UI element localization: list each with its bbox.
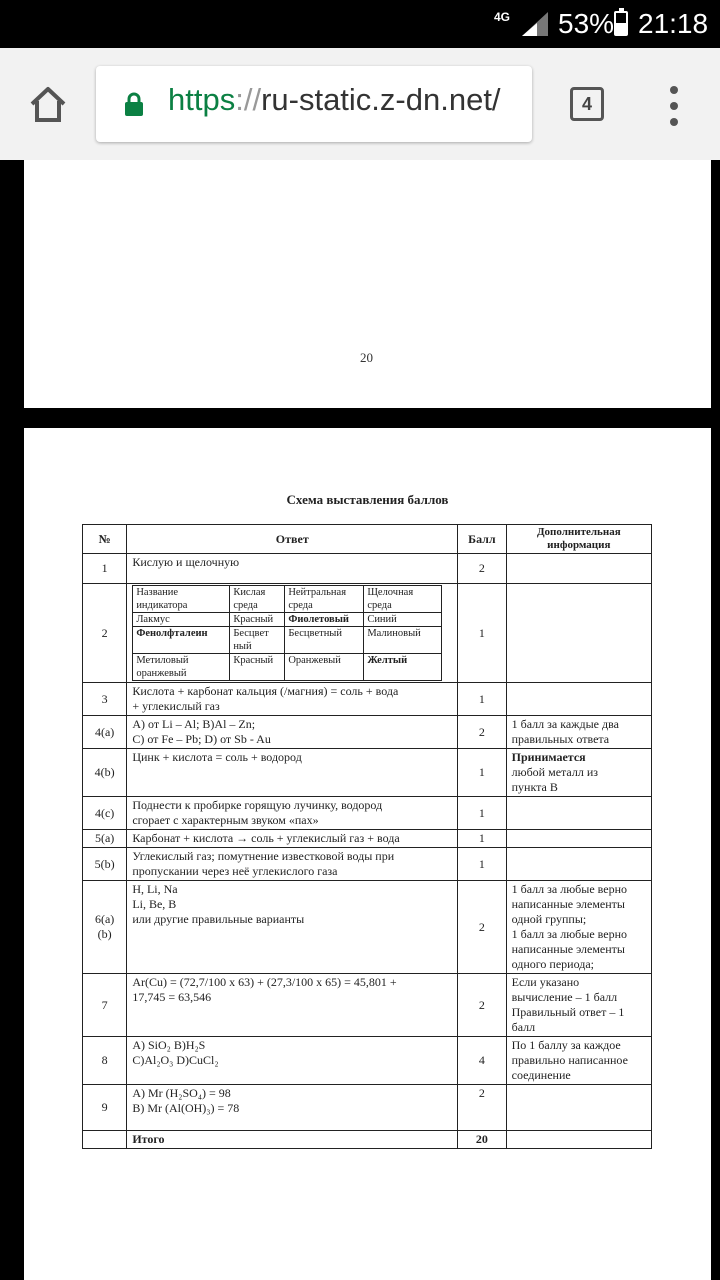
- row-additional: 1 балл за любые верно написанные элементы одной группы; 1 балл за любые верно написанные элементы одного периода;: [506, 881, 651, 974]
- row-answer: A) SiO₂ B)H₂S C)Al₂O₃ D)CuCl₂: [127, 1037, 458, 1085]
- header-additional: Дополнительная информация: [506, 525, 651, 554]
- row-points: 2: [458, 881, 506, 974]
- row-additional: [506, 830, 651, 848]
- row-num: 8: [83, 1037, 127, 1085]
- url-host: ru-static.z-dn.net/: [261, 82, 501, 117]
- indicator-table: [132, 585, 442, 681]
- table-row: [83, 716, 652, 749]
- total-row: [83, 1131, 652, 1149]
- row-additional: [506, 797, 651, 830]
- table-row: [83, 1085, 652, 1131]
- row-additional: [506, 1085, 651, 1131]
- table-row: [83, 881, 652, 974]
- indicator-row: [133, 654, 442, 681]
- row-answer: Поднести к пробирке горящую лучинку, водород сгорает с характерным звуком «пах»: [127, 797, 458, 830]
- row-num: 3: [83, 683, 127, 716]
- indicator-cell: Малиновый: [364, 627, 442, 654]
- row-additional: [506, 584, 651, 683]
- table-row: [83, 848, 652, 881]
- row-num: 4(b): [83, 749, 127, 797]
- tabs-icon[interactable]: 4: [570, 87, 604, 121]
- clock: 21:18: [638, 8, 709, 39]
- table-row: [83, 584, 652, 683]
- row-num: 5(b): [83, 848, 127, 881]
- row-points: 2: [458, 716, 506, 749]
- url-text[interactable]: [168, 82, 501, 118]
- row-num: 9: [83, 1085, 127, 1131]
- row-num: 4(a): [83, 716, 127, 749]
- row-answer: Кислота + карбонат кальция (/магния) = соль + вода + углекислый газ: [127, 683, 458, 716]
- header-answer: Ответ: [127, 525, 458, 554]
- table-row: [83, 1037, 652, 1085]
- indicator-cell: Оранжевый: [285, 654, 364, 681]
- indicator-cell: Красный: [230, 613, 285, 627]
- row-additional: 1 балл за каждые два правильных ответа: [506, 716, 651, 749]
- row-points: 2: [458, 554, 506, 584]
- row-answer: A) Mr (H₂SO₄) = 98 B) Mr (Al(OH)₃) = 78: [127, 1085, 458, 1131]
- indicator-cell: Желтый: [364, 654, 442, 681]
- indicator-row: [133, 627, 442, 654]
- row-additional: Если указано вычисление – 1 балл Правильный ответ – 1 балл: [506, 974, 651, 1037]
- table-header-row: [83, 525, 652, 554]
- header-points: Балл: [458, 525, 506, 554]
- row-answer: Цинк + кислота = соль + водород: [127, 749, 458, 797]
- row-additional: По 1 баллу за каждое правильно написанное соединение: [506, 1037, 651, 1085]
- row-points: 1: [458, 830, 506, 848]
- row-num: [83, 1131, 127, 1149]
- table-row: [83, 683, 652, 716]
- row-num: 1: [83, 554, 127, 584]
- indicator-cell: Бесцветный: [285, 627, 364, 654]
- battery-percent: 53%: [558, 8, 615, 39]
- row-points: 4: [458, 1037, 506, 1085]
- row-points: 1: [458, 749, 506, 797]
- address-bar[interactable]: [96, 66, 532, 142]
- indicator-header: Щелочная среда: [364, 586, 442, 613]
- status-bar: [0, 0, 720, 48]
- indicator-header-row: [133, 586, 442, 613]
- battery-icon: [614, 11, 628, 36]
- lock-icon: [124, 92, 144, 116]
- row-num: 5(a): [83, 830, 127, 848]
- total-points: 20: [458, 1131, 506, 1149]
- signal-icon: [522, 12, 548, 36]
- network-type: 4G: [494, 10, 511, 24]
- row-answer: Ar(Cu) = (72,7/100 x 63) + (27,3/100 x 65) = 45,801 + 17,745 = 63,546: [127, 974, 458, 1037]
- row-points: 1: [458, 683, 506, 716]
- row-num: 4(c): [83, 797, 127, 830]
- indicator-header: Нейтральная среда: [285, 586, 364, 613]
- row-num: 2: [83, 584, 127, 683]
- indicator-header: Название индикатора: [133, 586, 230, 613]
- row-points: 2: [458, 974, 506, 1037]
- row-points: 1: [458, 848, 506, 881]
- indicator-cell: Лакмус: [133, 613, 230, 627]
- indicator-cell: Фенолфталеин: [133, 627, 230, 654]
- row-answer: А) от Li – Al; B)Al – Zn; C) от Fe – Pb; D) от Sb - Au: [127, 716, 458, 749]
- row-additional: [506, 1131, 651, 1149]
- row-answer: Углекислый газ; помутнение известковой воды при пропускании через неё углекислого газа: [127, 848, 458, 881]
- row-points: 1: [458, 797, 506, 830]
- pdf-page-previous: [24, 160, 711, 408]
- row-points: 2: [458, 1085, 506, 1131]
- table-row: [83, 974, 652, 1037]
- url-scheme: https: [168, 82, 236, 117]
- row-additional: [506, 683, 651, 716]
- row-answer: H, Li, Na Li, Be, B или другие правильные варианты: [127, 881, 458, 974]
- row-answer: Карбонат + кислота → соль + углекислый газ + вода: [127, 830, 458, 848]
- total-label: Итого: [127, 1131, 458, 1149]
- row-num: 6(a) (b): [83, 881, 127, 974]
- header-num: №: [83, 525, 127, 554]
- indicator-cell: Бесцвет ный: [230, 627, 285, 654]
- indicator-cell: Синий: [364, 613, 442, 627]
- row-points: 1: [458, 584, 506, 683]
- grading-table: [82, 524, 652, 1149]
- menu-icon[interactable]: [664, 86, 684, 126]
- table-row: [83, 554, 652, 584]
- indicator-cell: Фиолетовый: [285, 613, 364, 627]
- row-answer: [127, 584, 458, 683]
- pdf-page: [24, 428, 711, 1280]
- table-row: [83, 830, 652, 848]
- row-additional: [506, 554, 651, 584]
- indicator-cell: Метиловый оранжевый: [133, 654, 230, 681]
- row-num: 7: [83, 974, 127, 1037]
- row-additional: [506, 848, 651, 881]
- url-separator: ://: [235, 82, 262, 117]
- table-row: [83, 797, 652, 830]
- indicator-cell: Красный: [230, 654, 285, 681]
- document-title: Схема выставления баллов: [286, 492, 449, 507]
- home-icon[interactable]: [24, 80, 72, 128]
- table-row: [83, 749, 652, 797]
- indicator-header: Кислая среда: [230, 586, 285, 613]
- row-additional: Принимается любой металл из пункта В: [506, 749, 651, 797]
- row-answer: Кислую и щелочную: [127, 554, 458, 584]
- indicator-row: [133, 613, 442, 627]
- browser-toolbar: [0, 48, 720, 160]
- page-number: 20: [360, 350, 373, 365]
